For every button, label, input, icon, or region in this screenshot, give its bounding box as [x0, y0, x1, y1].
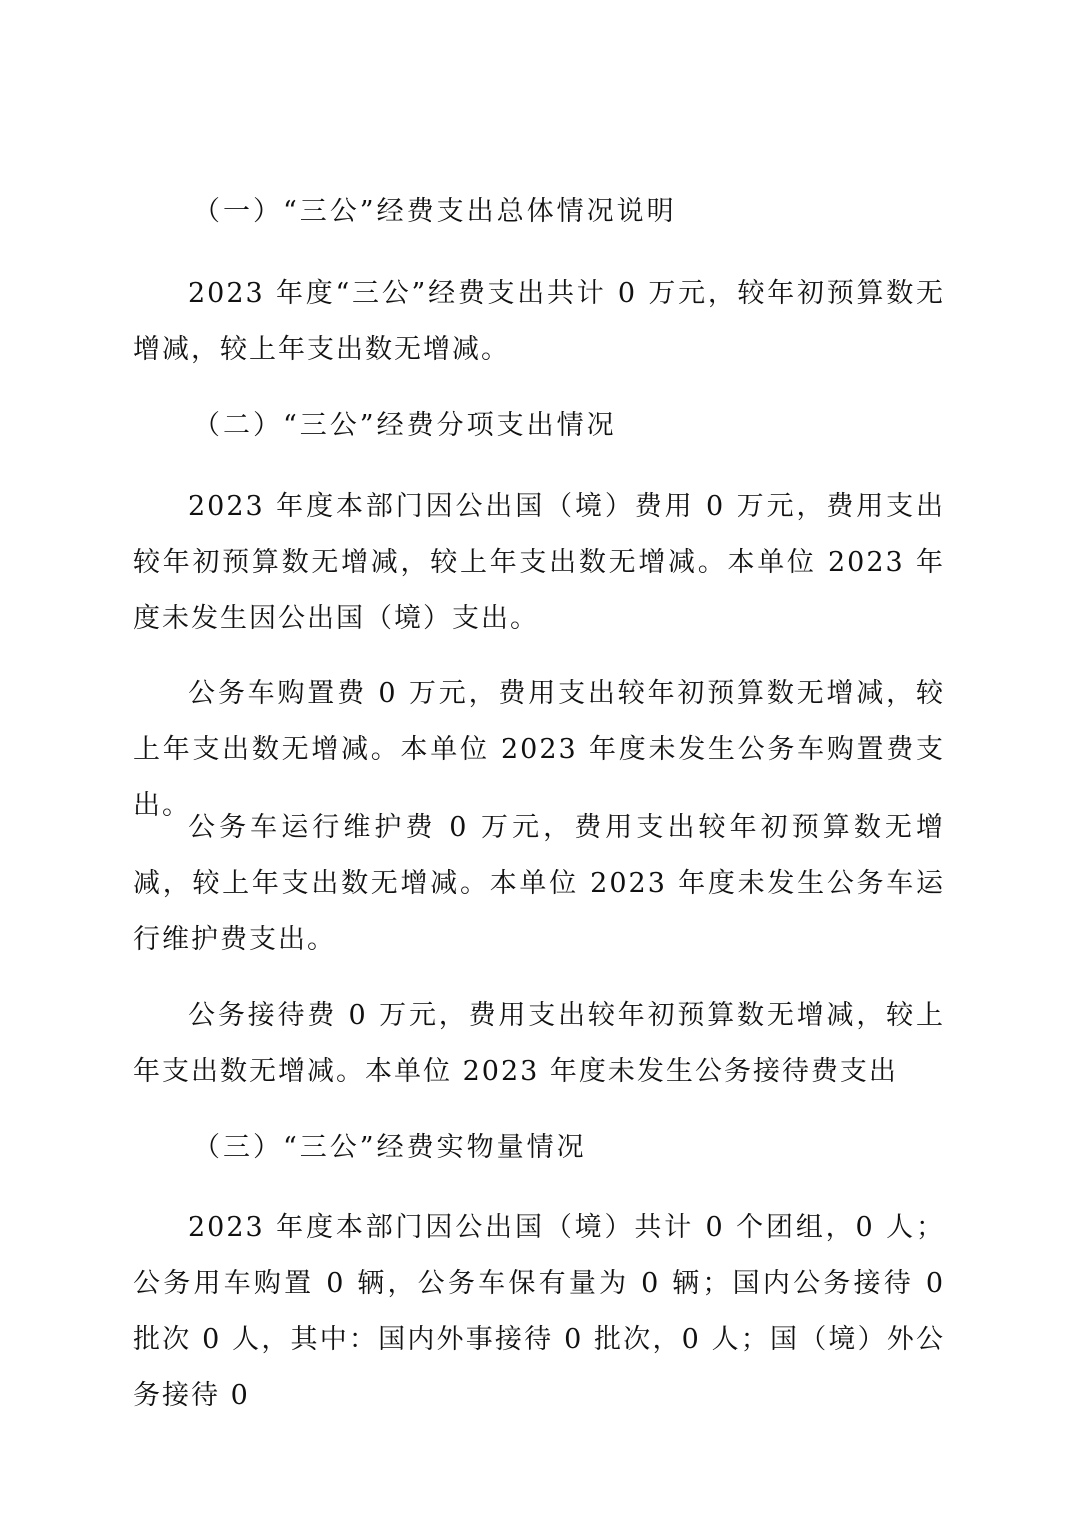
paragraph-vehicle-purchase: 公务车购置费 0 万元，费用支出较年初预算数无增减，较上年支出数无增减。本单位 2023 年度未发生公务车购置费支出。 [133, 678, 945, 821]
paragraph-vehicle-maintenance: 公务车运行维护费 0 万元，费用支出较年初预算数无增减，较上年支出数无增减。本单位 2023 年度未发生公务车运行维护费支出。 [133, 812, 945, 955]
paragraph-overseas-travel: 2023 年度本部门因公出国（境）费用 0 万元，费用支出较年初预算数无增减，较上年支出数无增减。本单位 2023 年度未发生因公出国（境）支出。 [133, 491, 945, 634]
section-heading-physical: （三）“三公”经费实物量情况 [193, 1132, 587, 1163]
paragraph-physical-quantity: 2023 年度本部门因公出国（境）共计 0 个团组，0 人；公务用车购置 0 辆，公务车保有量为 0 辆；国内公务接待 0 批次 0 人，其中：国内外事接待 0 批次，0 人；国（境）外公务接待 0 [133, 1212, 945, 1411]
paragraph-reception: 公务接待费 0 万元，费用支出较年初预算数无增减，较上年支出数无增减。本单位 2023 年度未发生公务接待费支出 [133, 1000, 945, 1087]
paragraph-overall: 2023 年度“三公”经费支出共计 0 万元，较年初预算数无增减，较上年支出数无增减。 [133, 278, 945, 365]
section-heading-itemized: （二）“三公”经费分项支出情况 [193, 410, 617, 441]
section-heading-overall: （一）“三公”经费支出总体情况说明 [193, 196, 677, 227]
